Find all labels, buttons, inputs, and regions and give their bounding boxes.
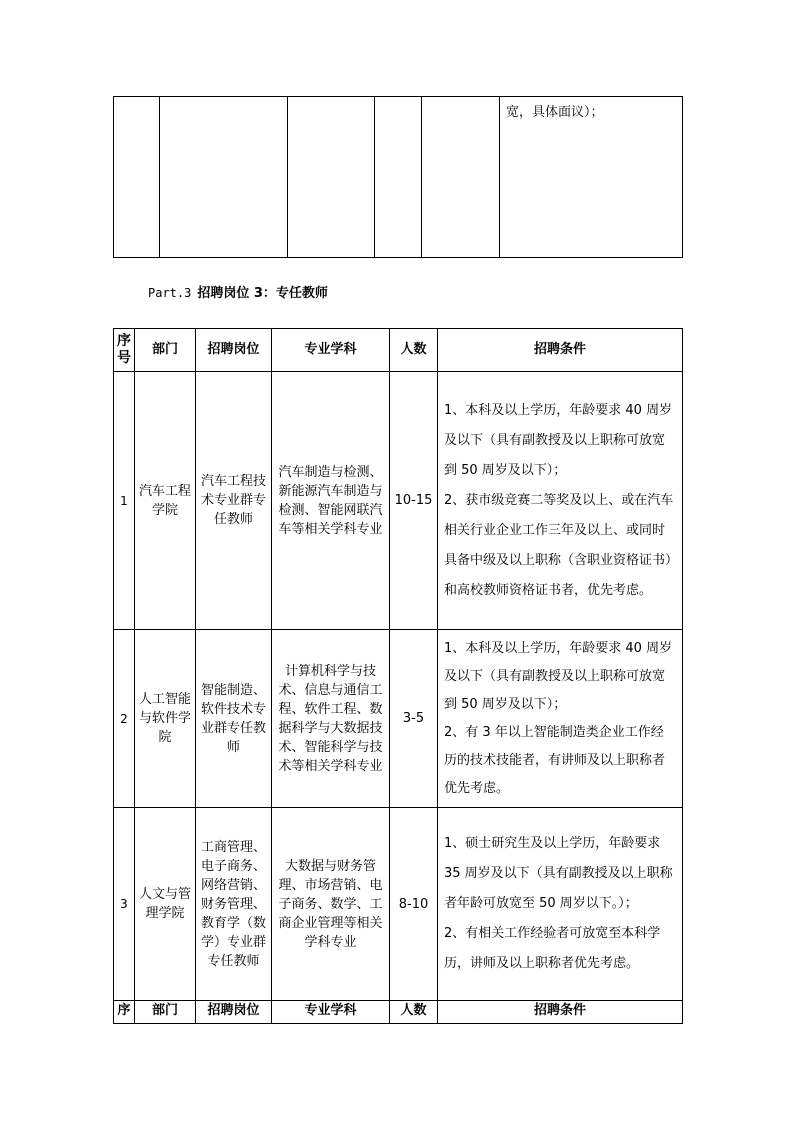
repeated-header-row [114, 1001, 683, 1024]
continued-table [113, 96, 683, 258]
empty-cell [422, 97, 500, 258]
row-count: 3-5 [390, 630, 438, 808]
row-dept: 人工智能与软件学院 [135, 630, 196, 808]
condition-line: 2、有相关工作经验者可放宽至本科学历，讲师及以上职称者优先考虑。 [444, 926, 661, 971]
header-count: 人数 [390, 1001, 438, 1024]
header-seq: 序号 [114, 329, 135, 372]
condition-line: 2、有 3 年以上智能制造类企业工作经历的技术技能者，有讲师及以上职称者优先考虑。 [444, 724, 666, 796]
header-conditions: 招聘条件 [438, 1001, 683, 1024]
condition-line: 1、本科及以上学历，年龄要求 40 周岁及以下（具有副教授及以上职称可放宽到 50 周岁及以下）； [444, 640, 673, 712]
row-count: 10-15 [390, 372, 438, 630]
row-position: 智能制造、软件技术专业群专任教师 [196, 630, 272, 808]
header-seq: 序 [114, 1001, 135, 1024]
header-count: 人数 [390, 329, 438, 372]
empty-cell [160, 97, 288, 258]
condition-line: 1、本科及以上学历，年龄要求 40 周岁及以下（具有副教授及以上职称可放宽到 50 周岁及以下）； [444, 402, 673, 478]
empty-cell [375, 97, 422, 258]
part-prefix: Part.3 [148, 286, 192, 300]
header-row [114, 329, 683, 372]
condition-line: 1、硕士研究生及以上学历，年龄要求 35 周岁及以下（具有副教授及以上职称者年龄可放宽至 50 周岁以下。）； [444, 836, 673, 911]
row-major: 计算机科学与技术、信息与通信工程、软件工程、数据科学与大数据技术、智能科学与技术等相关学科专业 [272, 630, 390, 808]
section-heading [148, 282, 328, 301]
header-conditions: 招聘条件 [438, 329, 683, 372]
row-major: 大数据与财务管理、市场营销、电子商务、数学、工商企业管理等相关学科专业 [272, 808, 390, 1001]
row-seq: 3 [114, 808, 135, 1001]
header-major: 专业学科 [272, 1001, 390, 1024]
row-major: 汽车制造与检测、新能源汽车制造与检测、智能网联汽车等相关学科专业 [272, 372, 390, 630]
header-major: 专业学科 [272, 329, 390, 372]
row-conditions [438, 372, 683, 630]
row-count: 8-10 [390, 808, 438, 1001]
table-row [114, 372, 683, 630]
table-row [114, 808, 683, 1001]
header-dept: 部门 [135, 329, 196, 372]
row-seq: 1 [114, 372, 135, 630]
table-row [114, 630, 683, 808]
header-position: 招聘岗位 [196, 329, 272, 372]
empty-cell [288, 97, 375, 258]
row-dept: 人文与管理学院 [135, 808, 196, 1001]
condition-line: 2、获市级竞赛二等奖及以上、或在汽车相关行业企业工作三年及以上、或同时具备中级及以上职称（含职业资格证书）和高校教师资格证书者，优先考虑。 [444, 492, 674, 598]
row-conditions [438, 808, 683, 1001]
header-dept: 部门 [135, 1001, 196, 1024]
row-seq: 2 [114, 630, 135, 808]
empty-cell [114, 97, 160, 258]
row-position: 汽车工程技术专业群专任教师 [196, 372, 272, 630]
recruitment-table [113, 328, 683, 1024]
row-conditions [438, 630, 683, 808]
table-row [114, 97, 683, 258]
conditions-cell: 宽，具体面议）； [500, 97, 683, 258]
row-dept: 汽车工程学院 [135, 372, 196, 630]
part-title: 招聘岗位 3：专任教师 [197, 286, 328, 301]
header-position: 招聘岗位 [196, 1001, 272, 1024]
row-position: 工商管理、电子商务、网络营销、财务管理、教育学（数学）专业群专任教师 [196, 808, 272, 1001]
